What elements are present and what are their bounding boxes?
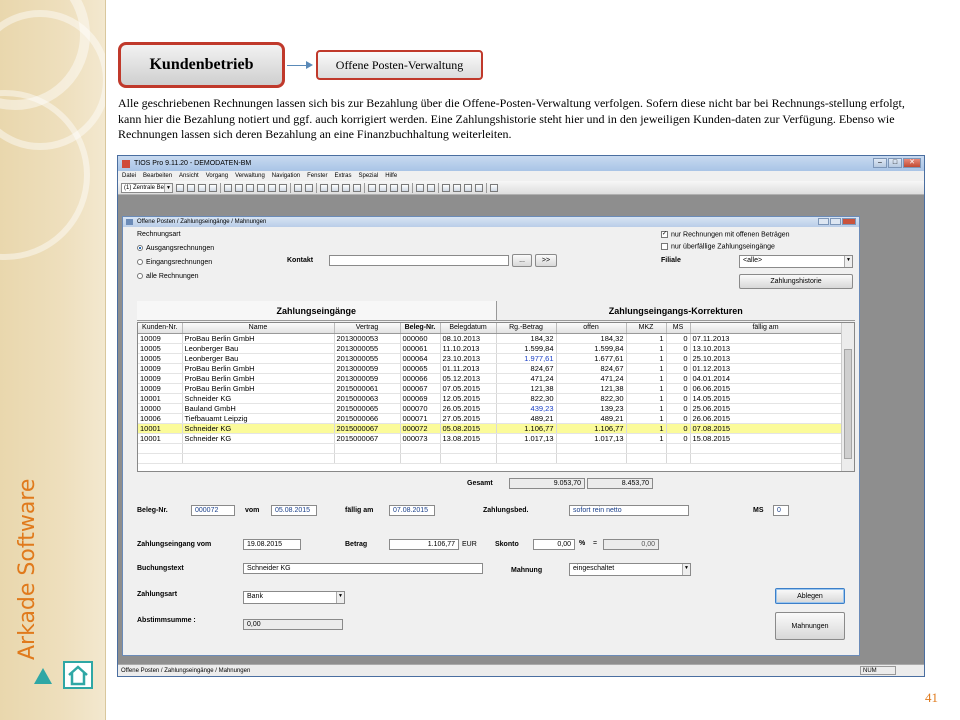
open-items-window <box>122 216 860 656</box>
betrag-input[interactable]: 1.106,77 <box>389 539 459 550</box>
zahlungshistorie-button[interactable]: Zahlungshistorie <box>739 274 853 289</box>
check-overdue[interactable] <box>661 243 775 250</box>
empty-table-row <box>138 453 841 463</box>
minimize-icon[interactable]: – <box>873 158 887 168</box>
rg-total: 9.053,70 <box>509 478 585 489</box>
table-cell: 000067 <box>400 383 440 393</box>
table-cell <box>556 453 626 463</box>
table-cell: Bauland GmbH <box>182 403 334 413</box>
title-box: Kundenbetrieb <box>118 42 285 88</box>
table-cell: 13.10.2013 <box>690 343 841 353</box>
table-cell: 1.977,61 <box>496 353 556 363</box>
chevron-down-icon: ▼ <box>164 184 172 192</box>
menu-datei[interactable]: Datei <box>122 173 137 179</box>
faellig-input[interactable]: 07.08.2015 <box>389 505 435 516</box>
table-cell: ProBau Berlin GmbH <box>182 373 334 383</box>
table-cell: 0 <box>666 383 690 393</box>
tab-korrekturen[interactable]: Zahlungseingangs-Korrekturen <box>497 301 856 321</box>
app-titlebar <box>118 156 924 171</box>
ms-label: MS <box>753 507 764 514</box>
table-cell: 1.106,77 <box>496 423 556 433</box>
scroll-thumb[interactable] <box>844 349 852 459</box>
app-icon <box>122 160 130 168</box>
intro-text: Alle geschriebenen Rechnungen lassen sich bis zur Bezahlung über die Offene-Posten-Verwaltung verfolgen. Sofern diese nicht bar bei Rechnungs-stellung erfolgt, kann hier die Bezahlung notiert und ggf. auch korrigiert werden. Eine Zahlungshistorie steht hier und in den jeweiligen Kunden-daten zur Verfügung. Ebenso wie Rechnungen lassen sich deren Bezahlung an eine Finanzbuchhaltung weiterleiten. <box>118 96 905 141</box>
chevron-down-icon: ▼ <box>682 564 690 575</box>
table-cell: 10001 <box>138 393 182 403</box>
table-row[interactable] <box>138 343 841 353</box>
vom-label: vom <box>245 507 260 514</box>
table-cell: 0 <box>666 393 690 403</box>
table-cell: 10000 <box>138 403 182 413</box>
table-cell: 822,30 <box>496 393 556 403</box>
table-cell: 0 <box>666 423 690 433</box>
table-cell: 1 <box>626 353 666 363</box>
radio-label: Eingangsrechnungen <box>146 259 213 266</box>
table-cell <box>690 453 841 463</box>
table-cell <box>334 453 400 463</box>
table-cell: 000060 <box>400 333 440 343</box>
new-icon[interactable] <box>176 184 184 192</box>
zahlungsart-label: Zahlungsart <box>137 591 178 598</box>
document-icon[interactable] <box>224 184 232 192</box>
next-record-icon[interactable] <box>464 184 472 192</box>
table-cell: 1 <box>626 373 666 383</box>
maximize-icon[interactable]: □ <box>888 158 902 168</box>
table-row[interactable] <box>138 433 841 443</box>
find-next-icon[interactable] <box>390 184 398 192</box>
radio-alle-rechnungen[interactable] <box>137 273 199 280</box>
table-cell: 1 <box>626 363 666 373</box>
radio-label: Ausgangsrechnungen <box>146 245 215 252</box>
filiale-select[interactable] <box>739 255 853 268</box>
menu-extras[interactable]: Extras <box>334 173 352 179</box>
settings-icon[interactable] <box>198 184 206 192</box>
toolbar <box>118 181 924 195</box>
table-cell: 15.08.2015 <box>690 433 841 443</box>
radio-eingangsrechnungen[interactable] <box>137 259 212 266</box>
kontakt-go-button[interactable]: >> <box>535 254 557 267</box>
table-cell: 000069 <box>400 393 440 403</box>
table-cell: 184,32 <box>556 333 626 343</box>
table-cell: 000073 <box>400 433 440 443</box>
inner-title: Offene Posten / Zahlungseingänge / Mahnungen <box>137 219 267 225</box>
buchungstext-label: Buchungstext <box>137 565 184 572</box>
save-icon[interactable] <box>331 184 339 192</box>
sort-icon[interactable] <box>401 184 409 192</box>
equals-label: = <box>593 540 598 547</box>
zbed-label: Zahlungsbed. <box>483 507 529 514</box>
table-cell: 1 <box>626 383 666 393</box>
table-cell <box>556 443 626 453</box>
menu-hilfe[interactable]: Hilfe <box>385 173 398 179</box>
table-cell: 471,24 <box>556 373 626 383</box>
table-cell: 2013000055 <box>334 343 400 353</box>
zahlungseingang-input[interactable]: 19.08.2015 <box>243 539 301 550</box>
table-cell: 2013000053 <box>334 333 400 343</box>
table-cell: 0 <box>666 343 690 353</box>
table-cell: 0 <box>666 363 690 373</box>
table-cell: 000072 <box>400 423 440 433</box>
table-cell: 10009 <box>138 363 182 373</box>
column-header[interactable]: Rg.-Betrag <box>496 323 556 333</box>
table-cell <box>666 453 690 463</box>
ablegen-button[interactable]: Ablegen <box>775 588 845 604</box>
subtitle-box: Offene Posten-Verwaltung <box>316 50 483 80</box>
file-icon[interactable] <box>320 184 328 192</box>
tab-strip <box>137 301 855 321</box>
table-cell: Leonberger Bau <box>182 353 334 363</box>
table-cell: 0 <box>666 433 690 443</box>
table-cell <box>626 443 666 453</box>
offen-total: 8.453,70 <box>587 478 653 489</box>
edit-icon[interactable] <box>187 184 195 192</box>
app-window <box>117 155 925 677</box>
check-open-amounts[interactable] <box>661 231 790 238</box>
table-row[interactable] <box>138 353 841 363</box>
column-header[interactable]: MKZ <box>626 323 666 333</box>
zahlungseingang-label: Zahlungseingang vom <box>137 541 212 548</box>
table-cell: 000066 <box>400 373 440 383</box>
table-cell: 25.10.2013 <box>690 353 841 363</box>
clock-icon[interactable] <box>257 184 265 192</box>
close-icon[interactable]: ✕ <box>903 158 921 168</box>
abstimmsumme-label: Abstimmsumme : <box>137 617 196 624</box>
table-row[interactable] <box>138 363 841 373</box>
eur-label: EUR <box>462 541 477 548</box>
help-icon[interactable] <box>305 184 313 192</box>
percent-label: % <box>579 540 586 547</box>
branch-select[interactable] <box>121 183 173 193</box>
table-cell: 1 <box>626 423 666 433</box>
table-cell: 184,32 <box>496 333 556 343</box>
table-cell: 0 <box>666 373 690 383</box>
column-header[interactable]: MS <box>666 323 690 333</box>
print-icon[interactable] <box>353 184 361 192</box>
table-row[interactable] <box>138 393 841 403</box>
table-cell: 14.05.2015 <box>690 393 841 403</box>
table-cell: 0 <box>666 403 690 413</box>
table-cell: 1 <box>626 413 666 423</box>
radio-selected-icon <box>137 245 143 251</box>
table-header-row <box>138 323 841 333</box>
table-cell: 000064 <box>400 353 440 363</box>
money-icon[interactable] <box>279 184 287 192</box>
checkbox-label: nur Rechnungen mit offenen Beträgen <box>671 231 790 239</box>
table-cell: 2015000065 <box>334 403 400 413</box>
table-cell: 23.10.2013 <box>440 353 496 363</box>
checkbox-icon <box>661 243 668 250</box>
zbed-input[interactable]: sofort rein netto <box>569 505 689 516</box>
table-cell: ProBau Berlin GmbH <box>182 333 334 343</box>
table-cell: 2015000063 <box>334 393 400 403</box>
branch-select-value: (1) Zentrale Be <box>124 184 165 191</box>
mahnung-label: Mahnung <box>511 567 543 574</box>
open-icon[interactable] <box>416 184 424 192</box>
brand-text: Arkade Software <box>15 478 40 660</box>
beleg-input[interactable]: 000072 <box>191 505 235 516</box>
zahlungsart-value: Bank <box>247 593 263 600</box>
last-record-icon[interactable] <box>475 184 483 192</box>
table-cell: 2015000066 <box>334 413 400 423</box>
table-cell: 0 <box>666 413 690 423</box>
table-cell: 10009 <box>138 333 182 343</box>
kontakt-input[interactable] <box>329 255 509 266</box>
table-cell: 12.05.2015 <box>440 393 496 403</box>
chevron-down-icon: ▼ <box>336 592 344 603</box>
table-cell: 05.12.2013 <box>440 373 496 383</box>
table-cell: 471,24 <box>496 373 556 383</box>
table-cell <box>440 453 496 463</box>
table-cell: 07.08.2015 <box>690 423 841 433</box>
tab-zahlungseingaenge[interactable]: Zahlungseingänge <box>137 301 497 321</box>
table-cell: ProBau Berlin GmbH <box>182 363 334 373</box>
column-header[interactable]: fällig am <box>690 323 841 333</box>
menu-spezial[interactable]: Spezial <box>358 173 379 179</box>
table-cell: 01.11.2013 <box>440 363 496 373</box>
table-row[interactable] <box>138 383 841 393</box>
zahlungsart-select[interactable] <box>243 591 345 604</box>
inner-maximize-icon[interactable] <box>830 218 841 225</box>
table-cell: 1.677,61 <box>556 353 626 363</box>
refresh-icon[interactable] <box>427 184 435 192</box>
column-header[interactable]: Kunden-Nr. <box>138 323 182 333</box>
radio-ausgangsrechnungen[interactable] <box>137 245 214 252</box>
menu-vorgang[interactable]: Vorgang <box>205 173 229 179</box>
column-header[interactable]: Name <box>182 323 334 333</box>
kontakt-lookup-button[interactable]: ... <box>512 254 532 267</box>
menu-verwaltung[interactable]: Verwaltung <box>235 173 265 179</box>
mahnung-value: eingeschaltet <box>573 565 615 572</box>
mahnung-select[interactable] <box>569 563 691 576</box>
table-cell <box>496 453 556 463</box>
table-row[interactable] <box>138 403 841 413</box>
filter-icon[interactable] <box>368 184 376 192</box>
table-cell: 489,21 <box>496 413 556 423</box>
table-cell: 10005 <box>138 343 182 353</box>
previous-record-icon[interactable] <box>453 184 461 192</box>
up-arrow-icon[interactable] <box>34 668 52 684</box>
table-cell <box>666 443 690 453</box>
table-cell: 10006 <box>138 413 182 423</box>
status-text: Offene Posten / Zahlungseingänge / Mahnungen <box>121 668 251 674</box>
table-cell: 01.12.2013 <box>690 363 841 373</box>
table-cell: Schneider KG <box>182 423 334 433</box>
arrow-right-icon <box>306 61 313 69</box>
table-cell: 822,30 <box>556 393 626 403</box>
mahnungen-button[interactable]: Mahnungen <box>775 612 845 640</box>
column-header[interactable]: offen <box>556 323 626 333</box>
gear-icon[interactable] <box>268 184 276 192</box>
gesamt-label: Gesamt <box>467 480 493 487</box>
table-cell: Leonberger Bau <box>182 343 334 353</box>
status-bar <box>118 664 925 676</box>
table-cell <box>400 453 440 463</box>
app-title: TIOS Pro 9.11.20 - DEMODATEN-BM <box>134 160 252 167</box>
table-cell: 1 <box>626 403 666 413</box>
info-icon[interactable] <box>294 184 302 192</box>
table-cell: 000061 <box>400 343 440 353</box>
column-header[interactable]: Belegdatum <box>440 323 496 333</box>
radio-label: alle Rechnungen <box>146 273 199 280</box>
page-number: 41 <box>925 690 938 705</box>
menu-ansicht[interactable]: Ansicht <box>179 173 199 179</box>
table-row[interactable] <box>138 423 841 433</box>
table-cell: 25.06.2015 <box>690 403 841 413</box>
menubar <box>118 171 924 181</box>
table-row[interactable] <box>138 373 841 383</box>
table-cell: 2013000059 <box>334 373 400 383</box>
num-lock-indicator: NUM <box>860 666 896 675</box>
inner-titlebar <box>123 217 859 227</box>
column-header[interactable]: Vertrag <box>334 323 400 333</box>
toolbar-separator <box>316 183 317 193</box>
table-cell: 489,21 <box>556 413 626 423</box>
table-cell: 824,67 <box>496 363 556 373</box>
toolbar-separator <box>220 183 221 193</box>
table-cell: 06.06.2015 <box>690 383 841 393</box>
table-cell: 27.05.2015 <box>440 413 496 423</box>
customer-icon[interactable] <box>246 184 254 192</box>
table-cell: 1 <box>626 343 666 353</box>
toolbar-separator <box>412 183 413 193</box>
table-cell <box>690 443 841 453</box>
checkmark-icon: ✓ <box>662 231 668 237</box>
table-cell: 10001 <box>138 433 182 443</box>
betrag-label: Betrag <box>345 541 368 548</box>
toolbar-separator <box>438 183 439 193</box>
preview-icon[interactable] <box>342 184 350 192</box>
table-cell: 439,23 <box>496 403 556 413</box>
table-cell: 10005 <box>138 353 182 363</box>
table-cell: 1 <box>626 393 666 403</box>
exit-icon[interactable] <box>490 184 498 192</box>
chevron-down-icon: ▼ <box>844 256 852 267</box>
home-icon[interactable] <box>63 661 93 689</box>
table-cell: 2015000067 <box>334 433 400 443</box>
inner-close-icon[interactable] <box>842 218 856 225</box>
filiale-value: <alle> <box>743 257 763 264</box>
table-cell: 1.017,13 <box>496 433 556 443</box>
table-cell: 10009 <box>138 383 182 393</box>
empty-table-row <box>138 443 841 453</box>
faellig-label: fällig am <box>345 507 374 514</box>
toolbar-separator <box>486 183 487 193</box>
radio-icon <box>137 259 143 265</box>
table-cell: Schneider KG <box>182 433 334 443</box>
table-cell: 139,23 <box>556 403 626 413</box>
table-cell: 1 <box>626 333 666 343</box>
ms-input[interactable]: 0 <box>773 505 789 516</box>
beleg-label: Beleg-Nr. <box>137 507 168 514</box>
abstimmsumme-value: 0,00 <box>243 619 343 630</box>
table-cell: 000071 <box>400 413 440 423</box>
vom-input[interactable]: 05.08.2015 <box>271 505 317 516</box>
table-cell: 08.10.2013 <box>440 333 496 343</box>
copy-icon[interactable] <box>235 184 243 192</box>
table-cell: 1.599,84 <box>556 343 626 353</box>
skonto-input[interactable]: 0,00 <box>533 539 575 550</box>
table-cell: 1.599,84 <box>496 343 556 353</box>
toolbar-separator <box>290 183 291 193</box>
first-record-icon[interactable] <box>442 184 450 192</box>
table-cell: 07.05.2015 <box>440 383 496 393</box>
filiale-label: Filiale <box>661 257 681 264</box>
table-cell: 1 <box>626 433 666 443</box>
table-cell: Tiefbauamt Leipzig <box>182 413 334 423</box>
table-cell: 10001 <box>138 423 182 433</box>
column-header[interactable]: Beleg-Nr. <box>400 323 440 333</box>
slide-side-panel <box>0 0 106 720</box>
table-cell <box>496 443 556 453</box>
table-cell: 10009 <box>138 373 182 383</box>
table-cell: 2013000059 <box>334 363 400 373</box>
skonto-amount: 0,00 <box>603 539 659 550</box>
table-cell <box>138 453 182 463</box>
table-body <box>138 333 841 463</box>
menu-bearbeiten[interactable]: Bearbeiten <box>143 173 173 179</box>
table-scrollbar[interactable] <box>841 323 854 471</box>
table-cell: 1.106,77 <box>556 423 626 433</box>
table-cell <box>334 443 400 453</box>
table-cell: 26.06.2015 <box>690 413 841 423</box>
checkbox-label: nur überfällige Zahlungseingänge <box>671 243 775 251</box>
table-cell: 824,67 <box>556 363 626 373</box>
table-row[interactable] <box>138 413 841 423</box>
table-cell <box>400 443 440 453</box>
radio-icon <box>137 273 143 279</box>
kontakt-label: Kontakt <box>287 257 314 264</box>
table-cell: 000070 <box>400 403 440 413</box>
table-row[interactable] <box>138 333 841 343</box>
table-cell: 11.10.2013 <box>440 343 496 353</box>
inner-minimize-icon[interactable] <box>818 218 829 225</box>
table-cell: 2013000055 <box>334 353 400 363</box>
buchungstext-input[interactable]: Schneider KG <box>243 563 483 574</box>
table-cell: Schneider KG <box>182 393 334 403</box>
table-cell <box>138 443 182 453</box>
toolbar-separator <box>364 183 365 193</box>
menu-navigation[interactable]: Navigation <box>271 173 301 179</box>
table-cell: 05.08.2015 <box>440 423 496 433</box>
table-cell: 2015000067 <box>334 423 400 433</box>
table-cell: 121,38 <box>496 383 556 393</box>
table-cell: 000065 <box>400 363 440 373</box>
table-cell: 0 <box>666 353 690 363</box>
table-cell <box>182 443 334 453</box>
search-icon[interactable] <box>379 184 387 192</box>
tools-icon[interactable] <box>209 184 217 192</box>
table-cell: 121,38 <box>556 383 626 393</box>
table-cell: 2015000061 <box>334 383 400 393</box>
table-cell <box>182 453 334 463</box>
table-cell: 0 <box>666 333 690 343</box>
table-cell: ProBau Berlin GmbH <box>182 383 334 393</box>
table-cell: 07.11.2013 <box>690 333 841 343</box>
table-cell: 1.017,13 <box>556 433 626 443</box>
table-cell: 13.08.2015 <box>440 433 496 443</box>
table-cell <box>440 443 496 453</box>
table-cell: 04.01.2014 <box>690 373 841 383</box>
window-icon <box>126 219 133 225</box>
table-cell: 26.05.2015 <box>440 403 496 413</box>
menu-fenster[interactable]: Fenster <box>307 173 328 179</box>
skonto-label: Skonto <box>495 541 519 548</box>
table-cell <box>626 453 666 463</box>
open-items-table <box>137 322 855 472</box>
rechnungsart-label: Rechnungsart <box>137 231 181 238</box>
